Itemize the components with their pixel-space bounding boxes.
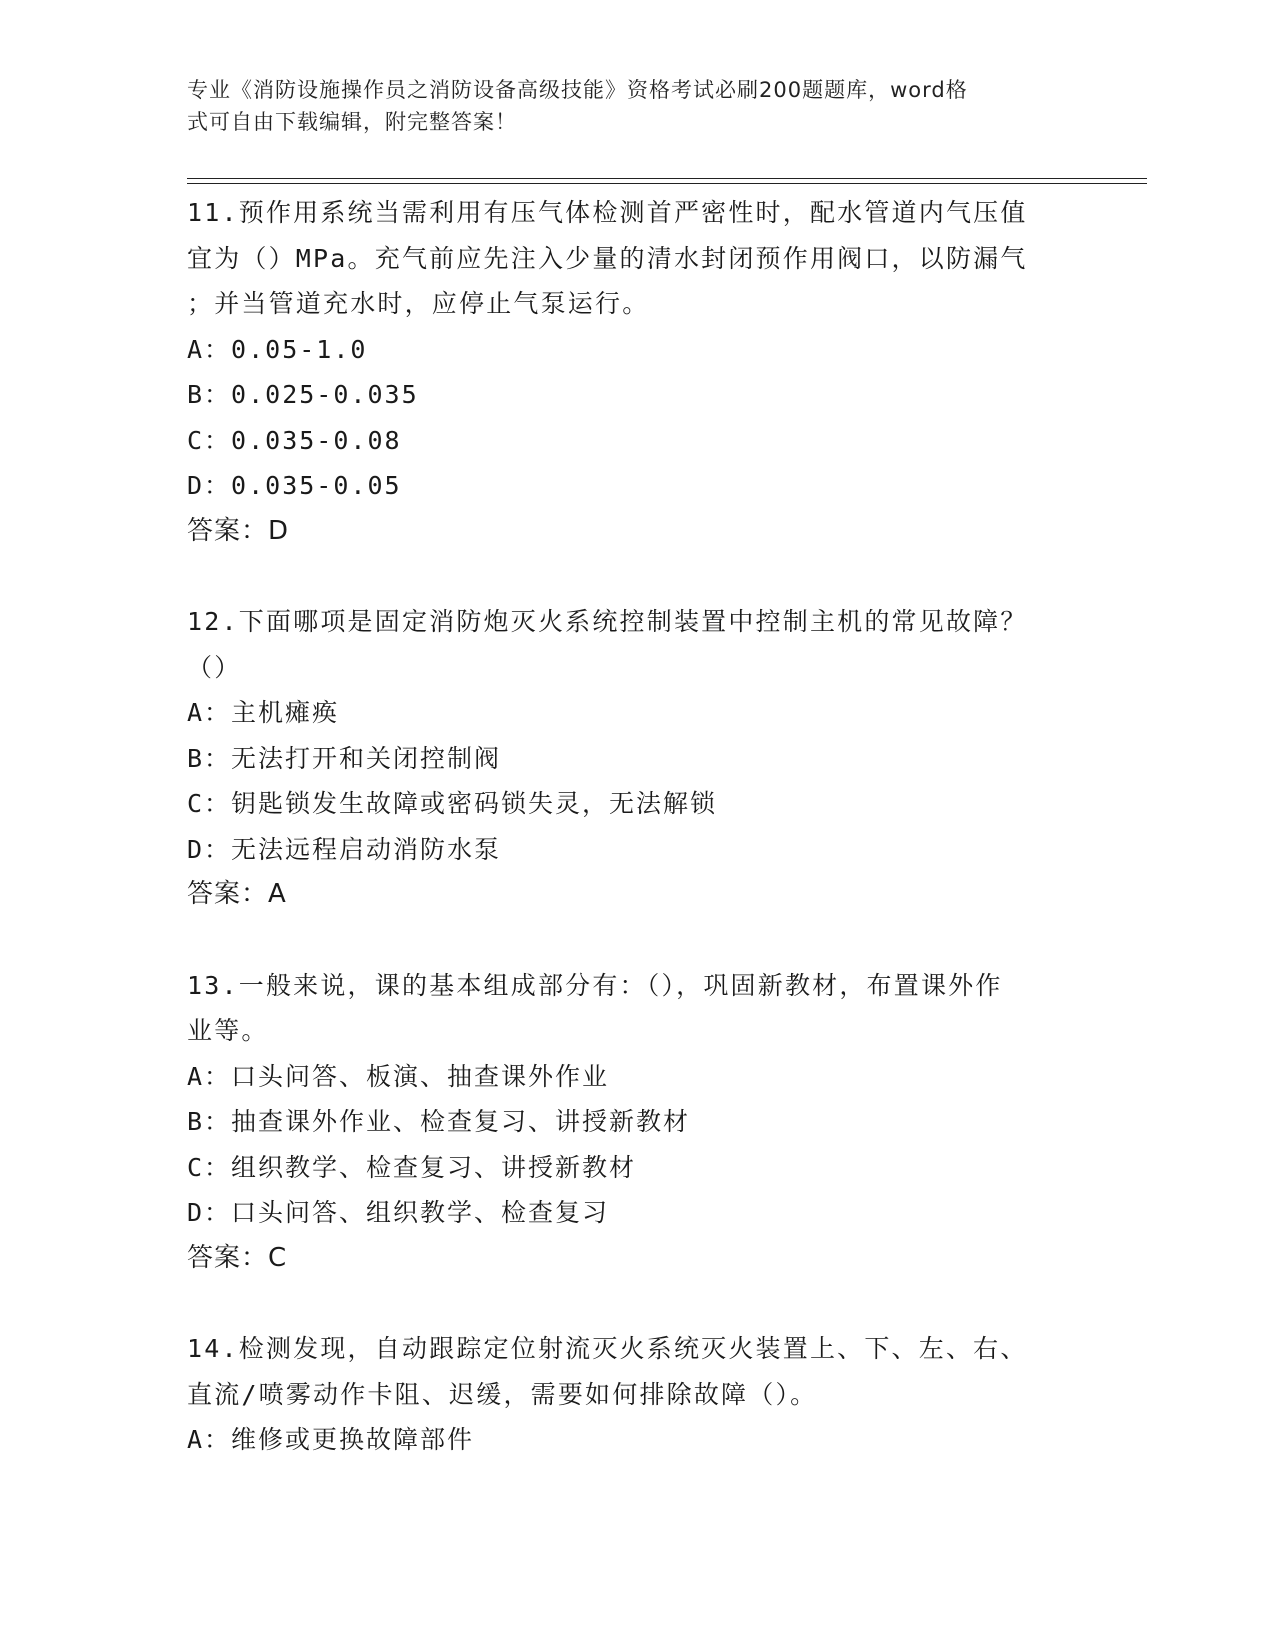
question-stem-line: ；并当管道充水时，应停止气泵运行。 — [187, 289, 650, 318]
option-d: D：0.035-0.05 — [187, 471, 402, 500]
question-stem-line: （） — [187, 652, 242, 682]
question-stem-line: 宜为（）MPa。充气前应先注入少量的清水封闭预作用阀口，以防漏气 — [187, 243, 1028, 273]
option-a: A：0.05-1.0 — [187, 334, 368, 364]
option-c: C：0.035-0.08 — [187, 425, 402, 455]
option-b: B：抽查课外作业、检查复习、讲授新教材 — [187, 1107, 691, 1136]
option-c: C：钥匙锁发生故障或密码锁失灵，无法解锁 — [187, 789, 718, 818]
answer-line: 答案：A — [187, 879, 287, 909]
question-stem-line: 12.下面哪项是固定消防炮灭火系统控制装置中控制主机的常见故障？ — [187, 607, 1028, 636]
option-d: D：无法远程启动消防水泵 — [187, 834, 502, 864]
question-12 — [187, 599, 1087, 918]
option-a: A：口头问答、板演、抽查课外作业 — [187, 1061, 610, 1091]
question-stem-line: 11.预作用系统当需利用有压气体检测首严密性时，配水管道内气压值 — [187, 198, 1028, 227]
document-header — [187, 74, 1067, 138]
option-a: A：维修或更换故障部件 — [187, 1425, 475, 1454]
header-divider-top — [187, 178, 1147, 179]
question-14 — [187, 1326, 1087, 1463]
option-c: C：组织教学、检查复习、讲授新教材 — [187, 1152, 637, 1182]
header-divider-bottom — [187, 183, 1147, 184]
question-stem-line: 业等。 — [187, 1016, 269, 1045]
answer-line: 答案：C — [187, 1242, 288, 1273]
header-line-2: 式可自由下载编辑，附完整答案！ — [187, 110, 517, 134]
question-list — [187, 190, 1087, 1508]
option-b: B：无法打开和关闭控制阀 — [187, 743, 502, 773]
question-13 — [187, 963, 1087, 1282]
option-a: A：主机瘫痪 — [187, 698, 340, 727]
option-b: B：0.025-0.035 — [187, 380, 419, 409]
header-line-1: 专业《消防设施操作员之消防设备高级技能》资格考试必刷200题题库，word格 — [187, 78, 968, 102]
question-11 — [187, 190, 1087, 554]
question-stem-line: 13.一般来说，课的基本组成部分有：（），巩固新教材，布置课外作 — [187, 970, 1003, 1000]
option-d: D：口头问答、组织教学、检查复习 — [187, 1198, 610, 1227]
answer-line: 答案：D — [187, 515, 290, 546]
question-stem-line: 直流/喷雾动作卡阻、迟缓，需要如何排除故障（）。 — [187, 1379, 818, 1409]
question-stem-line: 14.检测发现，自动跟踪定位射流灭火系统灭火装置上、下、左、右、 — [187, 1334, 1028, 1363]
